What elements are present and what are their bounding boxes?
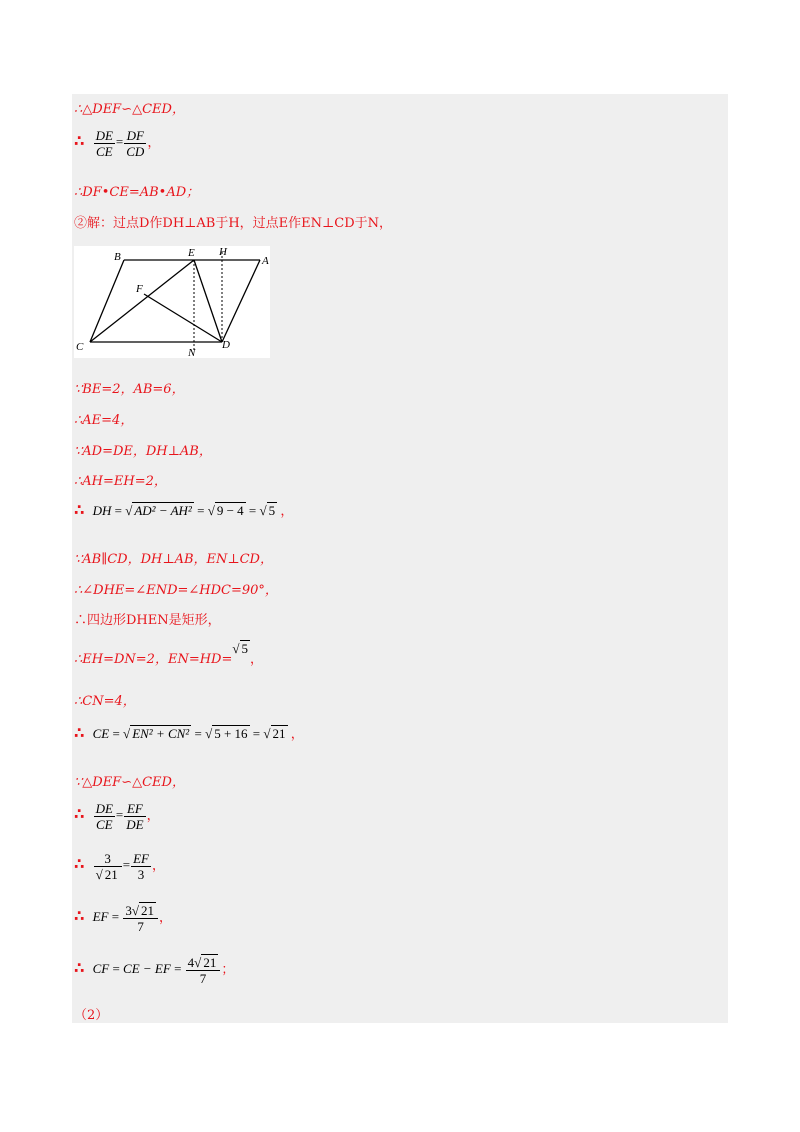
part-2-heading: （2）: [74, 1008, 109, 1023]
cn-value: ∴CN=4，: [74, 694, 136, 709]
segment-CE: [90, 260, 194, 342]
label-E: E: [188, 247, 195, 259]
parallel-perpendicular-given: ∵AB∥CD，DH⊥AB，EN⊥CD，: [74, 552, 273, 567]
segment-AD: [222, 260, 260, 342]
ce-equation: ∴ CE = √ EN² + CN² = √ 5 + 16 = √ 21 ，: [74, 724, 304, 742]
right-angles: ∴∠DHE=∠END=∠HDC=90°，: [74, 583, 278, 598]
ratio-equation-3: ∴ $\frac{3}{√ 21}$ = $\frac{EF}{3}$ ，: [74, 851, 165, 882]
ef-result: ∴ EF = $\frac{3√ 21}{7}$ ，: [74, 903, 172, 934]
segment-ED: [194, 260, 222, 342]
label-F: F: [136, 283, 143, 295]
dh-equation: ∴ DH = √ AD² − AH² = √ 9 − 4 = √ 5 ，: [74, 501, 294, 519]
solution-intro: ②解：过点D作DH⊥AB于H，过点E作EN⊥CD于N，: [74, 216, 393, 231]
ae-value: ∴AE=4，: [74, 413, 134, 428]
rectangle-statement: ∴四边形DHEN是矩形，: [74, 613, 221, 628]
ah-eh-value: ∴AH=EH=2，: [74, 474, 167, 489]
parallelogram-diagram: [74, 246, 270, 358]
ratio-equation-1: ∴ $\frac{DE}{CE}$ = $\frac{DF}{CD}$ ，: [74, 128, 161, 159]
segment-BC: [90, 260, 124, 342]
statement-similar-triangles: ∴△DEF∽△CED，: [74, 102, 185, 117]
label-A: A: [262, 255, 269, 267]
rectangle-sides: ∴EH=DN=2，EN=HD=√ 5，: [74, 641, 264, 667]
cf-result: ∴ CF = CE − EF = $\frac{4√ 21}{7}$ ；: [74, 955, 235, 986]
given-lengths: ∵BE=2，AB=6，: [74, 382, 185, 397]
label-D: D: [222, 339, 230, 351]
label-N: N: [188, 347, 196, 358]
label-H: H: [219, 246, 227, 258]
product-statement: ∴DF•CE=AB•AD；: [74, 185, 200, 200]
geometry-figure: [74, 246, 270, 358]
segment-FD: [144, 294, 222, 342]
label-C: C: [76, 341, 84, 353]
given-isosceles: ∵AD=DE，DH⊥AB，: [74, 444, 212, 459]
ratio-equation-2: ∴ $\frac{DE}{CE}$ = $\frac{EF}{DE}$ ，: [74, 801, 160, 832]
similar-triangles-restated: ∵△DEF∽△CED，: [74, 775, 185, 790]
label-B: B: [114, 251, 121, 263]
